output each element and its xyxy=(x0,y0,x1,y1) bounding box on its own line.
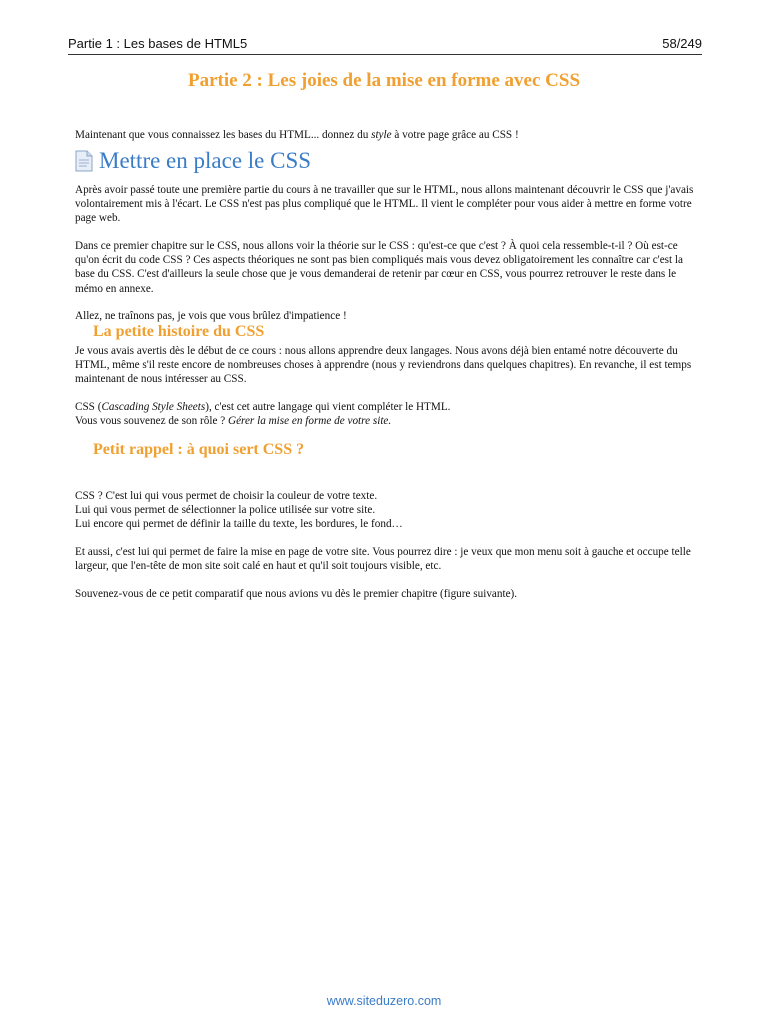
section-title-text: Mettre en place le CSS xyxy=(99,148,312,173)
history-paragraph-1: Je vous avais avertis dès le début de ce cours : nous allons apprendre deux langages. Nous avons déjà bien entamé notre découverte du HTML, même s'il reste encore de nombreuses choses à apprendre (nous y reviendrons dans quelques chapitres). En revanche, il est temps maintenant de nous intéresser au CSS. xyxy=(75,345,692,386)
paragraph-1: Après avoir passé toute une première partie du cours à ne travailler que sur le HTML, nous allons maintenant découvrir le CSS que j'avais volontairement mis à l'écart. Le CSS n'est pas plus compliqué que le HTML. Il vient le compléter pour vous aider à mettre en forme votre page web. xyxy=(75,184,694,225)
history-paragraph-3 xyxy=(75,414,695,428)
intro-text: Maintenant que vous connaissez les bases du HTML... donnez du xyxy=(75,129,372,141)
part-title: Partie 2 : Les joies de la mise en forme avec CSS xyxy=(187,70,581,91)
role-italic: Gérer la mise en forme de votre site. xyxy=(227,415,392,427)
role-text: Vous vous souvenez de son rôle ? xyxy=(75,415,228,427)
section-title xyxy=(75,148,311,174)
intro-italic: style xyxy=(371,129,392,141)
history-paragraph-2 xyxy=(75,400,695,414)
reminder-paragraph-2: Et aussi, c'est lui qui permet de faire la mise en page de votre site. Vous pourrez dire : je veux que mon menu soit à gauche et occupe telle largeur, que l'en-tête de mon site soit calé en haut et qu'il soit toujours visible, etc. xyxy=(75,546,691,573)
reminder-paragraph-3: Souvenez-vous de ce petit comparatif que nous avions vu dès le premier chapitre (figure suivante). xyxy=(75,588,518,600)
css-text-end: ), c'est cet autre langage qui vient compléter le HTML. xyxy=(205,401,451,413)
css-text-start: CSS ( xyxy=(75,401,102,413)
reminder-line-3: Lui encore qui permet de définir la taille du texte, les bordures, le fond… xyxy=(75,518,403,530)
footer-link[interactable]: www.siteduzero.com xyxy=(326,994,442,1008)
page-number: 58/249 xyxy=(662,36,702,51)
paragraph-2: Dans ce premier chapitre sur le CSS, nous allons voir la théorie sur le CSS : qu'est-ce que c'est ? À quoi cela ressemble-t-il ? Où est-ce qu'on écrit du code CSS ? Ces aspects théoriques ne sont pas bien compliqués mais vous devez obligatoirement les connaître car c'est la base du CSS. C'est d'ailleurs la seule chose que je vous demanderai de retenir par cœur en CSS, vous pourrez retrouver le reste dans le mémo en annexe. xyxy=(75,240,683,295)
subsection-title-reminder: Petit rappel : à quoi sert CSS ? xyxy=(93,441,305,458)
paragraph-3: Allez, ne traînons pas, je vois que vous brûlez d'impatience ! xyxy=(75,310,347,322)
document-icon xyxy=(75,150,93,172)
header-chapter: Partie 1 : Les bases de HTML5 xyxy=(68,36,248,51)
intro-paragraph xyxy=(75,128,695,142)
intro-text-end: à votre page grâce au CSS ! xyxy=(391,129,519,141)
reminder-line-2: Lui qui vous permet de sélectionner la police utilisée sur votre site. xyxy=(75,504,376,516)
css-acronym-italic: Cascading Style Sheets xyxy=(101,401,206,413)
subsection-title-history: La petite histoire du CSS xyxy=(93,323,265,340)
reminder-line-1: CSS ? C'est lui qui vous permet de choisir la couleur de votre texte. xyxy=(75,490,378,502)
page-header xyxy=(68,36,702,55)
